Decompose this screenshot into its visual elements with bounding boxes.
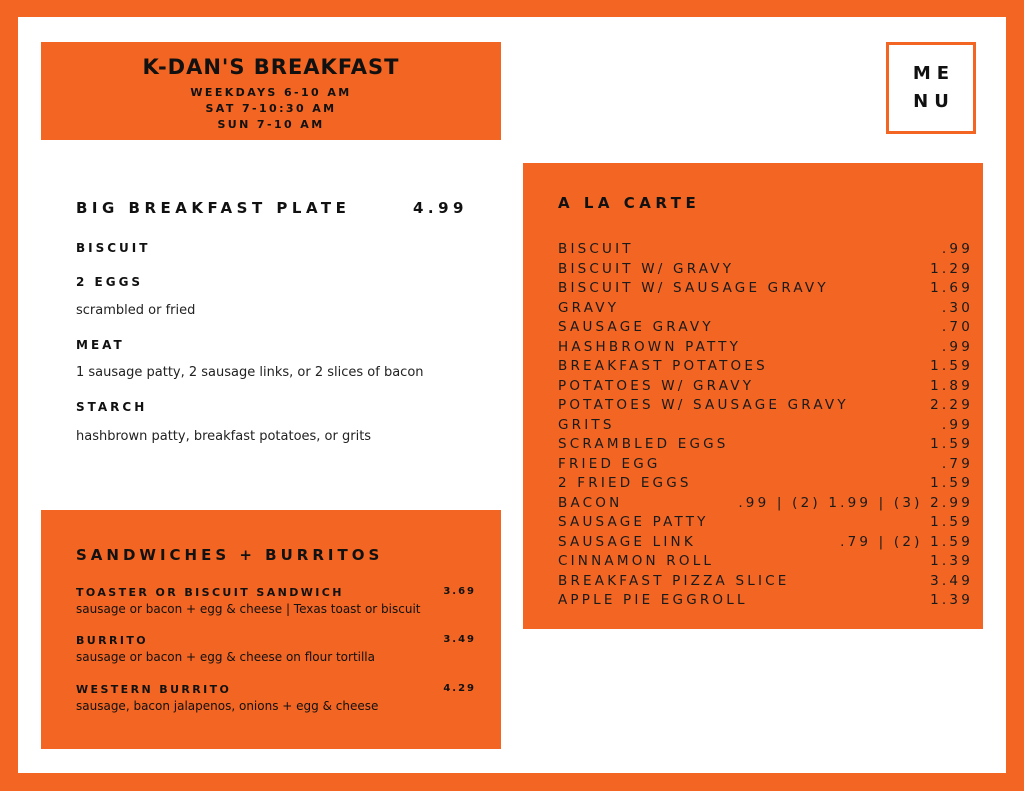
sandwich-item-name: TOASTER OR BISCUIT SANDWICH bbox=[76, 586, 344, 599]
a-la-carte-item-name: BACON bbox=[558, 494, 623, 511]
sandwich-item-price: 3.49 bbox=[443, 634, 476, 645]
a-la-carte-item bbox=[558, 357, 973, 377]
plate-desc-meat: 1 sausage patty, 2 sausage links, or 2 slices of bacon bbox=[76, 365, 424, 380]
plate-label-eggs: 2 EGGS bbox=[76, 275, 144, 289]
a-la-carte-item bbox=[558, 318, 973, 338]
a-la-carte-item-price: 1.69 bbox=[930, 280, 973, 296]
plate-label-biscuit: BISCUIT bbox=[76, 241, 151, 255]
a-la-carte-item-name: SAUSAGE GRAVY bbox=[558, 319, 714, 335]
a-la-carte-item-price: 1.59 bbox=[930, 358, 973, 374]
a-la-carte-item-name: SCRAMBLED EGGS bbox=[558, 436, 729, 452]
a-la-carte-item-name: BISCUIT W/ SAUSAGE GRAVY bbox=[558, 280, 829, 296]
a-la-carte-item-price: .79 bbox=[941, 455, 973, 472]
sandwiches-panel bbox=[41, 510, 501, 749]
sandwich-item-name: WESTERN BURRITO bbox=[76, 683, 232, 696]
a-la-carte-item-name: GRITS bbox=[558, 416, 615, 433]
a-la-carte-item-name: BREAKFAST PIZZA SLICE bbox=[558, 572, 790, 589]
a-la-carte-item-name: CINNAMON ROLL bbox=[558, 553, 715, 569]
a-la-carte-item bbox=[558, 279, 973, 299]
a-la-carte-item bbox=[558, 299, 973, 319]
a-la-carte-item-price: .99 bbox=[941, 338, 973, 355]
sandwich-item-price: 4.29 bbox=[443, 683, 476, 694]
a-la-carte-item bbox=[558, 377, 973, 397]
sandwich-item bbox=[76, 634, 476, 664]
a-la-carte-item bbox=[558, 240, 973, 260]
a-la-carte-item-name: SAUSAGE LINK bbox=[558, 533, 696, 550]
a-la-carte-item bbox=[558, 474, 973, 494]
big-plate-price: 4.99 bbox=[412, 199, 468, 217]
hours-sunday: SUN 7-10 AM bbox=[217, 118, 325, 131]
big-plate-title: BIG BREAKFAST PLATE bbox=[76, 199, 351, 217]
a-la-carte-item bbox=[558, 435, 973, 455]
a-la-carte-item-price: 1.59 bbox=[930, 475, 973, 491]
a-la-carte-item bbox=[558, 533, 973, 553]
a-la-carte-item-price: 2.29 bbox=[930, 397, 973, 413]
header-banner bbox=[41, 42, 501, 140]
a-la-carte-item-name: APPLE PIE EGGROLL bbox=[558, 592, 748, 608]
a-la-carte-item-name: BREAKFAST POTATOES bbox=[558, 358, 768, 374]
sandwich-item bbox=[76, 683, 476, 713]
sandwich-item-desc: sausage or bacon + egg & cheese | Texas toast or biscuit bbox=[76, 602, 421, 616]
a-la-carte-item bbox=[558, 494, 973, 514]
hours-saturday: SAT 7-10:30 AM bbox=[205, 102, 337, 115]
a-la-carte-panel bbox=[523, 163, 983, 629]
a-la-carte-item bbox=[558, 338, 973, 358]
a-la-carte-item-price: 1.59 bbox=[930, 514, 973, 530]
big-plate-heading bbox=[76, 199, 468, 217]
a-la-carte-item bbox=[558, 591, 973, 611]
a-la-carte-item-name: POTATOES W/ SAUSAGE GRAVY bbox=[558, 397, 849, 413]
a-la-carte-list bbox=[558, 240, 973, 611]
a-la-carte-item-price: .30 bbox=[941, 299, 973, 316]
a-la-carte-item-name: FRIED EGG bbox=[558, 455, 661, 472]
a-la-carte-item bbox=[558, 455, 973, 475]
hours-block bbox=[41, 85, 501, 133]
a-la-carte-item-name: BISCUIT bbox=[558, 241, 634, 257]
plate-label-starch: STARCH bbox=[76, 400, 148, 414]
a-la-carte-item-name: SAUSAGE PATTY bbox=[558, 514, 709, 530]
sandwich-item-desc: sausage, bacon jalapenos, onions + egg & cheese bbox=[76, 699, 379, 713]
a-la-carte-item-price: .99 bbox=[941, 416, 973, 433]
a-la-carte-item-price: .99 | (2) 1.99 | (3) 2.99 bbox=[738, 494, 973, 511]
sandwich-item-desc: sausage or bacon + egg & cheese on flour tortilla bbox=[76, 650, 375, 664]
a-la-carte-item bbox=[558, 396, 973, 416]
a-la-carte-item-name: HASHBROWN PATTY bbox=[558, 338, 742, 355]
a-la-carte-item bbox=[558, 416, 973, 436]
plate-desc-eggs: scrambled or fried bbox=[76, 303, 196, 318]
a-la-carte-item-price: 1.39 bbox=[930, 592, 973, 608]
a-la-carte-item-price: 1.29 bbox=[930, 260, 973, 277]
sandwich-item bbox=[76, 586, 476, 616]
menu-badge bbox=[886, 42, 976, 134]
a-la-carte-item-price: .99 bbox=[941, 241, 973, 257]
menu-badge-line1: ME bbox=[912, 63, 956, 84]
a-la-carte-item-price: .70 bbox=[941, 319, 973, 335]
sandwich-item-name: BURRITO bbox=[76, 634, 149, 647]
a-la-carte-item-name: 2 FRIED EGGS bbox=[558, 475, 692, 491]
a-la-carte-item bbox=[558, 552, 973, 572]
a-la-carte-item-price: .79 | (2) 1.59 bbox=[840, 533, 973, 550]
a-la-carte-item-price: 1.39 bbox=[930, 553, 973, 569]
a-la-carte-item-name: POTATOES W/ GRAVY bbox=[558, 377, 755, 394]
a-la-carte-item bbox=[558, 572, 973, 592]
a-la-carte-item-price: 3.49 bbox=[930, 572, 973, 589]
hours-weekdays: WEEKDAYS 6-10 AM bbox=[190, 86, 352, 99]
a-la-carte-item-name: BISCUIT W/ GRAVY bbox=[558, 260, 735, 277]
a-la-carte-item-price: 1.59 bbox=[930, 436, 973, 452]
a-la-carte-title: A LA CARTE bbox=[558, 194, 701, 212]
menu-badge-line2: NU bbox=[913, 91, 955, 112]
sandwiches-title: SANDWICHES + BURRITOS bbox=[76, 546, 384, 564]
a-la-carte-item bbox=[558, 513, 973, 533]
plate-label-meat: MEAT bbox=[76, 338, 125, 352]
sandwich-item-price: 3.69 bbox=[443, 586, 476, 597]
restaurant-title: K-DAN'S BREAKFAST bbox=[142, 55, 400, 79]
a-la-carte-item-price: 1.89 bbox=[930, 377, 973, 394]
a-la-carte-item bbox=[558, 260, 973, 280]
plate-desc-starch: hashbrown patty, breakfast potatoes, or grits bbox=[76, 429, 372, 444]
a-la-carte-item-name: GRAVY bbox=[558, 299, 620, 316]
